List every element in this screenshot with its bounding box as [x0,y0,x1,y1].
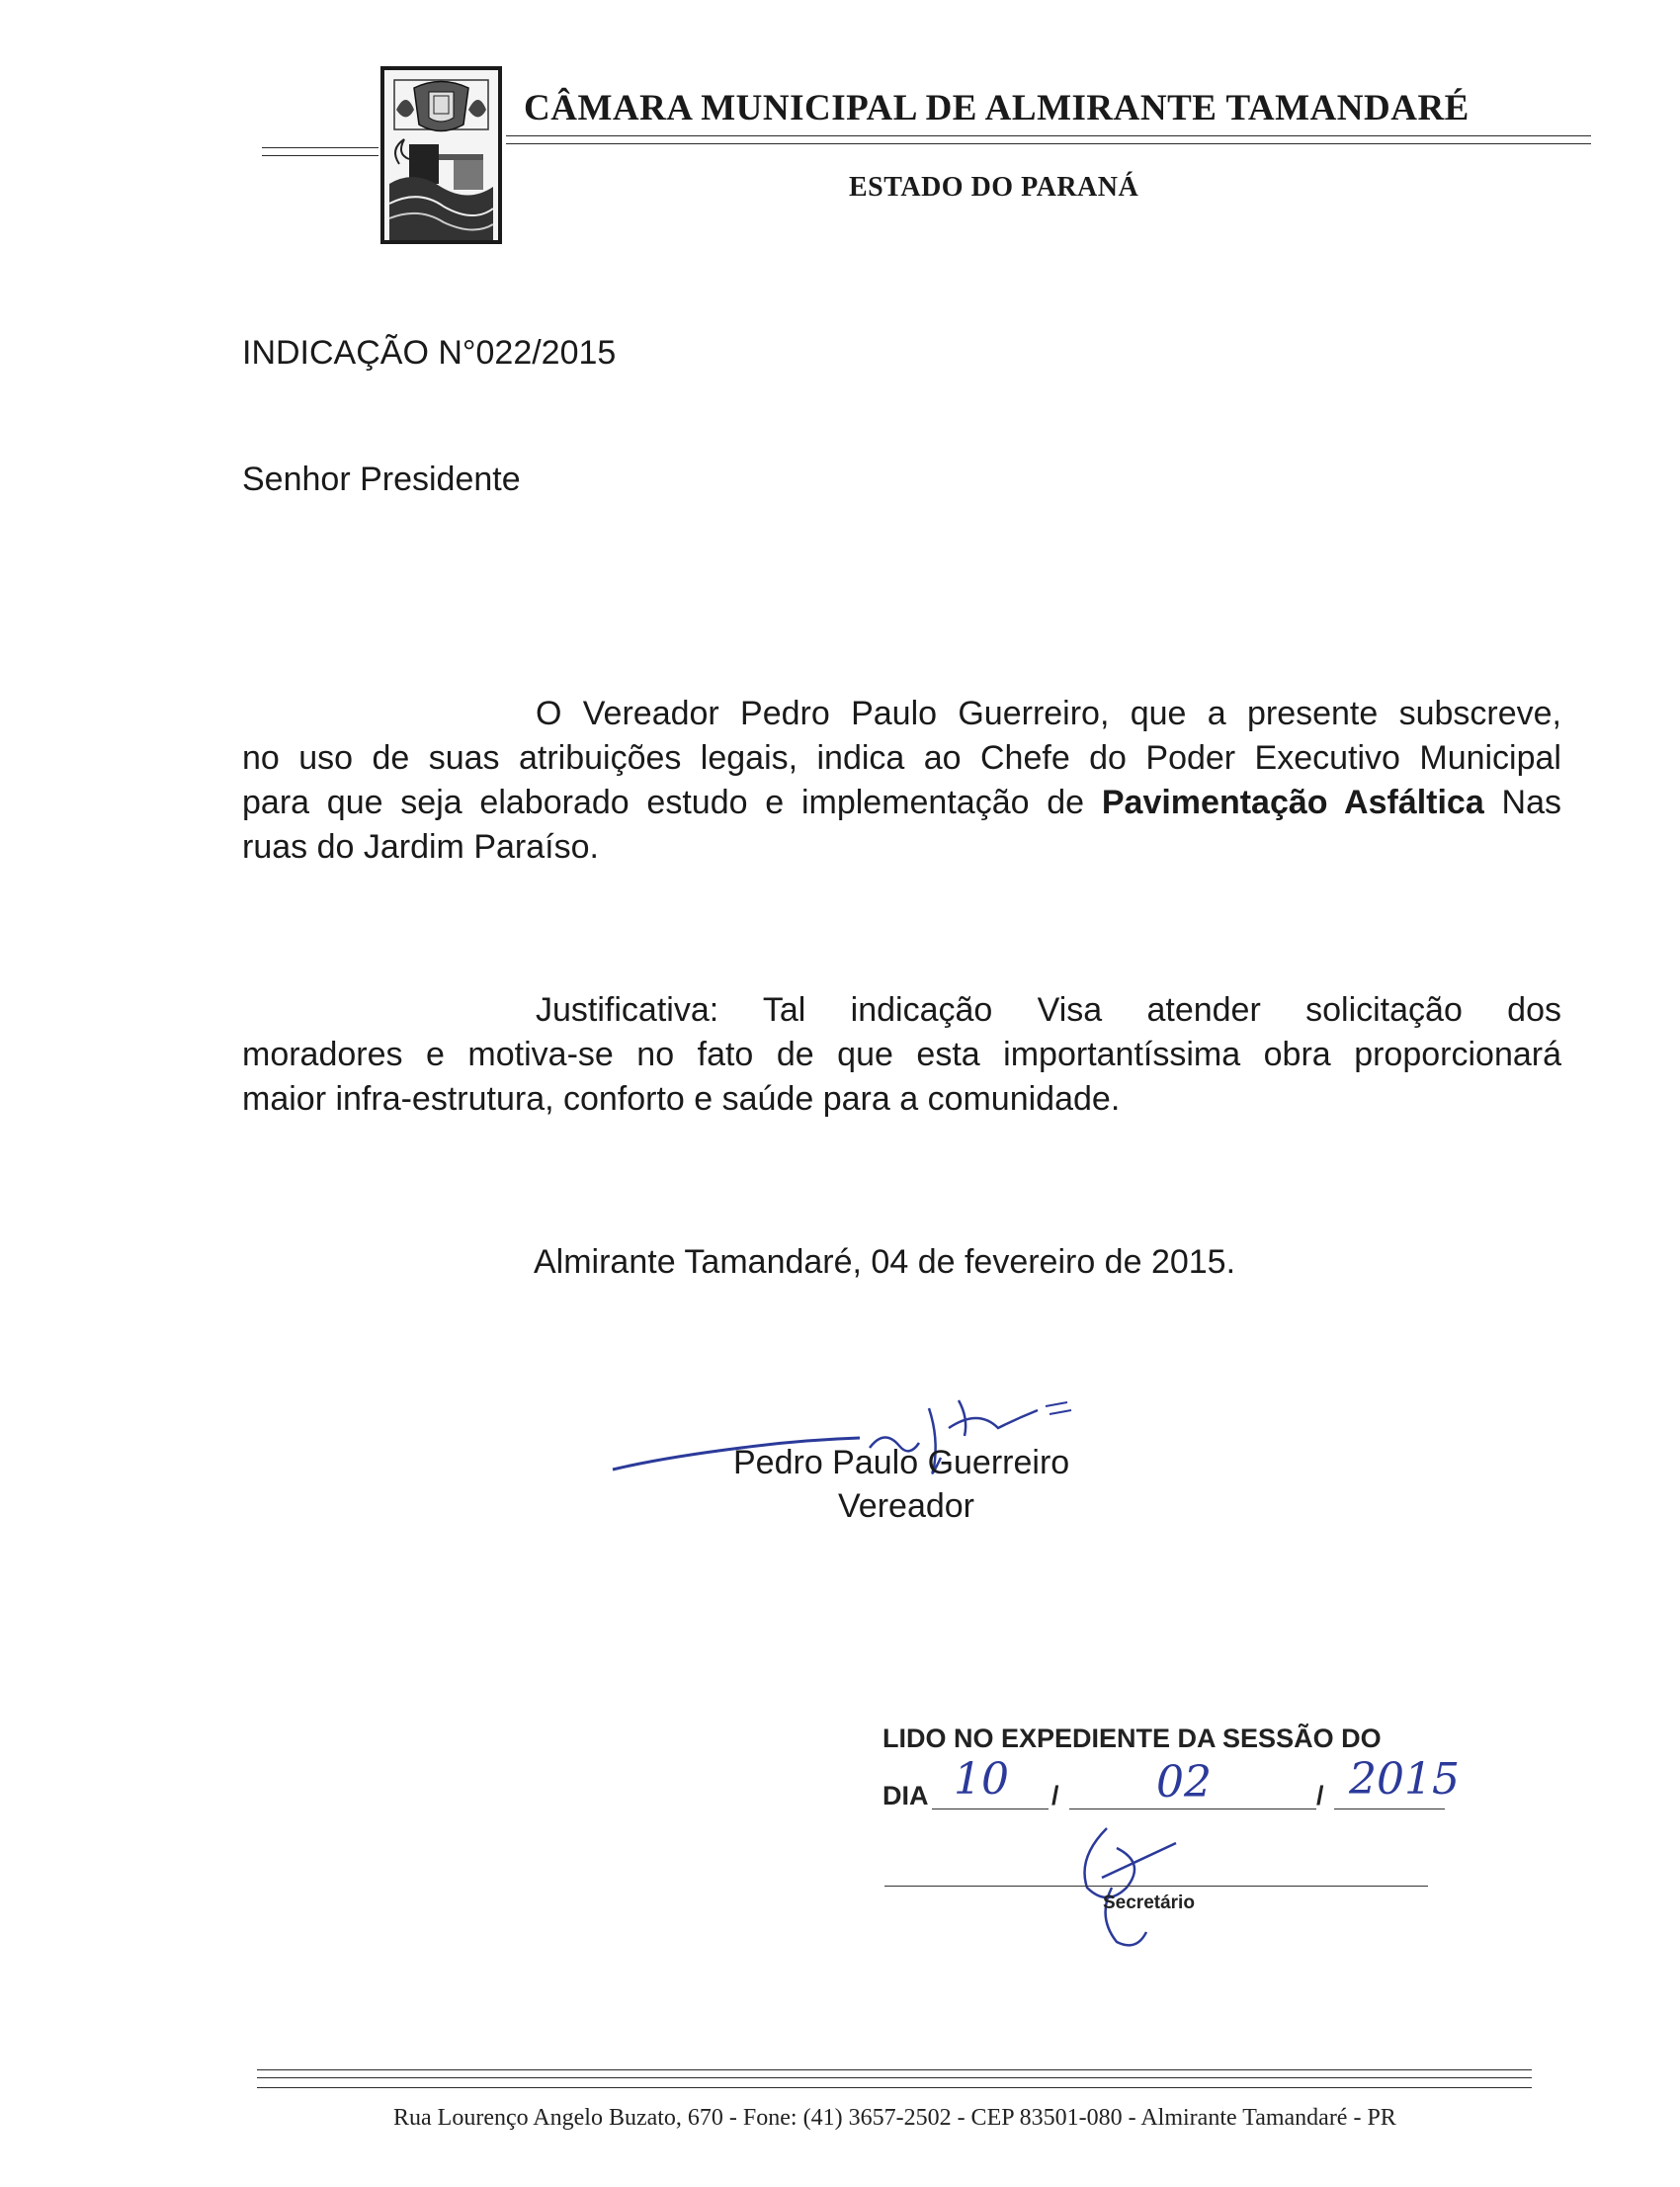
signatory-role: Vereador [838,1487,974,1525]
footer-address: Rua Lourenço Angelo Buzato, 670 - Fone: (41) 3657-2502 - CEP 83501-080 - Almirante Tamandaré - PR [393,2105,1396,2131]
body-line-3 [242,781,1561,825]
body-line-2: no uso de suas atribuições legais, indica ao Chefe do Poder Executivo Municipal [242,739,1561,777]
secretary-signature-icon [1057,1818,1216,1957]
coat-of-arms-icon [380,66,502,244]
justification-line-1: Justificativa: Tal indicação Visa atender solicitação dos [536,991,1561,1029]
header-rule-left-2 [262,155,378,156]
signatory-name: Pedro Paulo Guerreiro [733,1444,1070,1481]
justification-paragraph [242,988,1561,1122]
document-number: INDICAÇÃO N°022/2015 [242,334,617,372]
stamp-month: 02 [1156,1757,1212,1808]
stamp-year: 2015 [1349,1754,1460,1805]
justification-line-2: moradores e motiva-se no fato de que esta importantíssima obra proporcionará [242,1036,1561,1073]
header-rule-right-2 [506,143,1591,144]
secretary-line [884,1886,1428,1887]
stamp-heading: LIDO NO EXPEDIENTE DA SESSÃO DO [882,1724,1382,1753]
body-line-3-suffix: Nas [1483,784,1561,821]
stamp-slash-2: / [1316,1781,1324,1810]
header-rule-right-1 [506,135,1591,136]
stamp-slash-1: / [1051,1781,1059,1810]
footer-rule-2 [257,2077,1532,2078]
body-paragraph [242,692,1561,870]
body-line-3-prefix: para que seja elaborado estudo e implementação de [242,784,1102,821]
stamp-day-line [932,1808,1049,1809]
secretary-label: Secretário [1103,1893,1195,1913]
stamp-day-label: DIA [882,1781,929,1810]
stamp-day: 10 [954,1754,1009,1805]
institution-name: CÂMARA MUNICIPAL DE ALMIRANTE TAMANDARÉ [524,88,1470,128]
body-highlight: Pavimentação Asfáltica [1101,784,1484,821]
body-line-4: ruas do Jardim Paraíso. [242,828,599,866]
footer-rule-1 [257,2069,1532,2070]
footer-rule-3 [257,2087,1532,2088]
salutation: Senhor Presidente [242,461,521,498]
place-date: Almirante Tamandaré, 04 de fevereiro de 2015. [534,1243,1236,1281]
state-name: ESTADO DO PARANÁ [849,172,1139,203]
stamp-month-line [1069,1808,1316,1809]
stamp-year-line [1334,1808,1445,1809]
header-rule-left-1 [262,147,378,148]
body-line-1: O Vereador Pedro Paulo Guerreiro, que a presente subscreve, [536,695,1561,732]
justification-line-3: maior infra-estrutura, conforto e saúde para a comunidade. [242,1080,1121,1118]
